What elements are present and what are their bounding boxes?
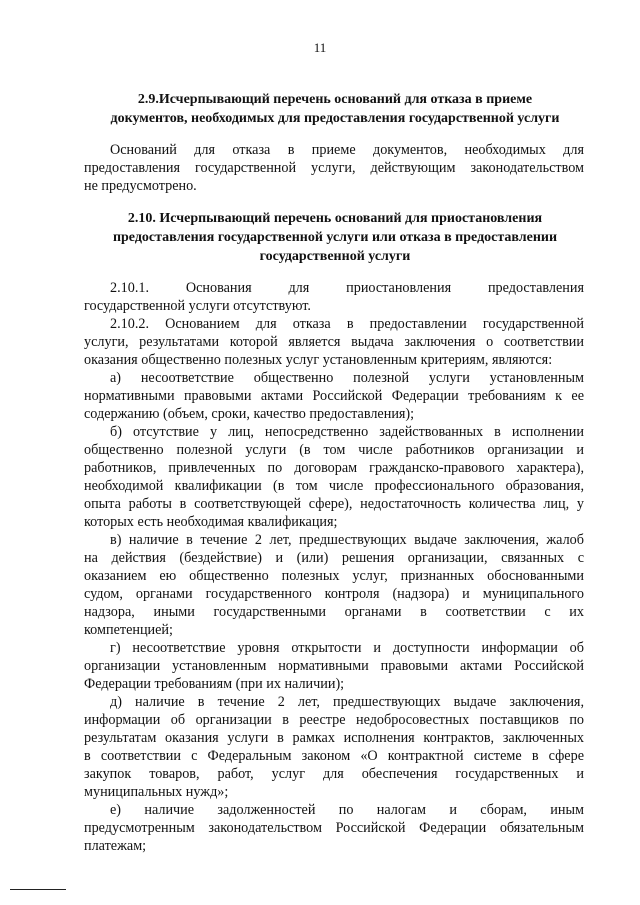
section-2-9-body-line: предоставления государственной услуги, действующим законодательством xyxy=(84,160,584,176)
paragraph-line: 2.10.1. Основания для приостановления предоставления xyxy=(110,280,584,296)
paragraph-line: г) несоответствие уровня открытости и доступности информации об xyxy=(110,640,584,656)
paragraph-line: в) наличие в течение 2 лет, предшествующих выдаче заключения, жалоб xyxy=(110,532,584,548)
paragraph-line: организации установленным нормативными правовыми актами Российской xyxy=(84,658,584,674)
paragraph-line: е) наличие задолженностей по налогам и сборам, иным xyxy=(110,802,584,818)
paragraph-line: в соответствии с Федеральным законом «О контрактной системе в сфере xyxy=(84,748,584,764)
footer-rule xyxy=(10,889,66,890)
paragraph-line: 2.10.2. Основанием для отказа в предоставлении государственной xyxy=(110,316,584,332)
paragraph-line: закупок товаров, работ, услуг для обеспечения государственных и xyxy=(84,766,584,782)
paragraph-line: оказанием ею общественно полезных услуг, признанных обоснованными xyxy=(84,568,584,584)
paragraph-line: информации об организации в реестре недобросовестных поставщиков по xyxy=(84,712,584,728)
section-2-10-title-line: предоставления государственной услуги или отказа в предоставлении xyxy=(112,230,558,245)
paragraph-line: результатам оказания услуги в рамках исполнения контрактов, заключенных xyxy=(84,730,584,746)
paragraph-line: компетенцией; xyxy=(84,622,173,638)
paragraph-line: нормативными правовыми актами Российской Федерации требованиям к ее xyxy=(84,388,584,404)
paragraph-line: муниципальных нужд»; xyxy=(84,784,229,800)
paragraph-line: общественно полезной услуги (в том числе работников организации и xyxy=(84,442,584,458)
section-2-10-title-line: 2.10. Исчерпывающий перечень оснований для приостановления xyxy=(127,211,543,226)
section-2-9-body-line: не предусмотрено. xyxy=(84,178,197,194)
paragraph-line: а) несоответствие общественно полезной услуги установленным xyxy=(110,370,584,386)
paragraph-line: судом, органами государственного контроля (надзора) и муниципального xyxy=(84,586,584,602)
paragraph-line: оказания общественно полезных услуг установленным критериям, являются: xyxy=(84,352,553,368)
paragraph-line: надзора, иными государственными органами в соответствии с их xyxy=(84,604,584,620)
paragraph-line: б) отсутствие у лиц, непосредственно задействованных в исполнении xyxy=(110,424,584,440)
paragraph-line: необходимой квалификации (в том числе профессионального образования, xyxy=(84,478,584,494)
paragraph-line: на действия (бездействие) и (или) решения организации, связанных с xyxy=(84,550,584,566)
paragraph-line: д) наличие в течение 2 лет, предшествующих выдаче заключения, xyxy=(110,694,584,710)
paragraph-line: платежам; xyxy=(84,838,147,854)
paragraph-line: предусмотренным законодательством Российской Федерации обязательным xyxy=(84,820,584,836)
paragraph-line: работников, привлеченных по договорам гражданско-правового характера), xyxy=(84,460,584,476)
section-2-9-body-line: Оснований для отказа в приеме документов, необходимых для xyxy=(110,142,584,158)
paragraph-line: государственной услуги отсутствуют. xyxy=(84,298,311,314)
paragraph-line: опыта работы в соответствующей сфере), недостаточность количества лиц, у xyxy=(84,496,584,512)
paragraph-line: услуги, результатами которой является выдача заключения о соответствии xyxy=(84,334,584,350)
section-2-9-title-line: 2.9.Исчерпывающий перечень оснований для отказа в приеме xyxy=(137,92,533,107)
paragraph-line: содержанию (объем, сроки, качество предоставления); xyxy=(84,406,415,422)
section-2-10-title-line: государственной услуги xyxy=(259,249,411,264)
paragraph-line: Федерации требованиям (при их наличии); xyxy=(84,676,345,692)
section-2-9-title-line: документов, необходимых для предоставления государственной услуги xyxy=(110,111,560,126)
page-number: 11 xyxy=(313,40,327,55)
paragraph-line: которых есть необходимая квалификация; xyxy=(84,514,338,530)
